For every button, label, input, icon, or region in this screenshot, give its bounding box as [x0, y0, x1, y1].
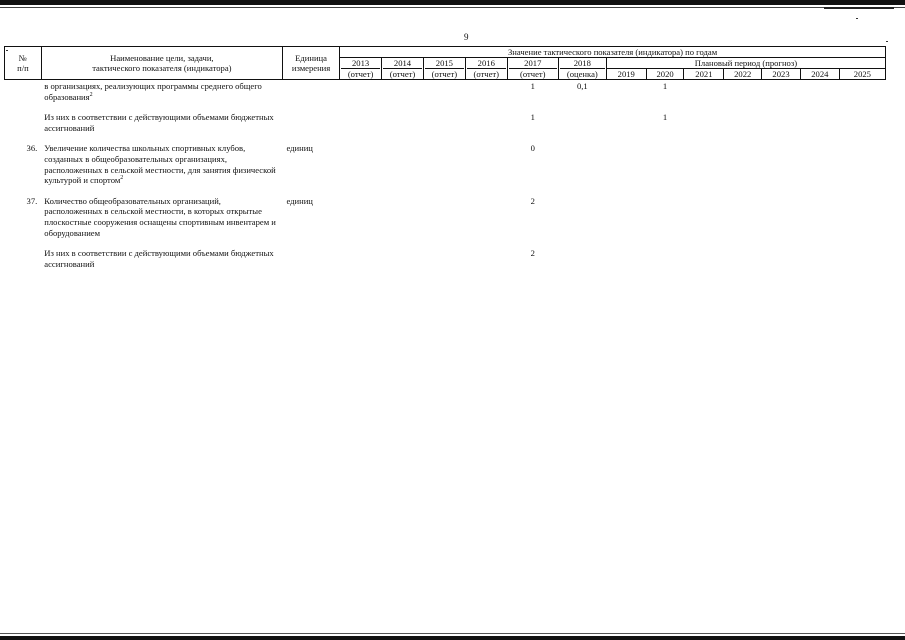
- row-name-text: Увеличение количества школьных спортивных клубов, созданных в общеобразовательных организациях, расположенных в сельской местности, для занятия физической культурой и спортом: [44, 143, 276, 186]
- row-number: [5, 112, 42, 143]
- value-2021: [684, 80, 724, 113]
- value-2022: [724, 80, 762, 113]
- value-2015: [423, 196, 465, 248]
- header-value-group: [340, 47, 886, 58]
- value-2025: [839, 143, 885, 195]
- value-2014: [382, 196, 424, 248]
- row-name: [41, 248, 282, 279]
- value-2019: [606, 248, 646, 279]
- row-name-text: Из них в соответствии с действующими объемами бюджетных ассигнований: [44, 112, 274, 133]
- value-2015: [423, 112, 465, 143]
- value-2017: 1: [530, 112, 535, 123]
- footnote-mark: 2: [120, 175, 124, 182]
- row-name-text: Из них в соответствии с действующими объемами бюджетных ассигнований: [44, 248, 274, 269]
- value-2014: [382, 112, 424, 143]
- table-row: [5, 143, 886, 195]
- value-2020: [646, 196, 684, 248]
- row-number: 36.: [26, 143, 38, 154]
- value-2014: [382, 80, 424, 113]
- value-2025: [839, 196, 885, 248]
- row-unit: единиц: [286, 143, 313, 154]
- table-row: [5, 80, 886, 113]
- header-name-label: Наименование цели, задачи, тактического показателя (индикатора): [92, 53, 232, 73]
- row-name-text: в организациях, реализующих программы среднего общего образования: [44, 81, 262, 102]
- header-planned-period: [606, 58, 885, 69]
- scan-mark: [824, 7, 894, 9]
- value-2019: [606, 80, 646, 113]
- value-2021: [684, 112, 724, 143]
- header-unit-label: Единица измерения: [291, 53, 331, 73]
- value-2016: [465, 248, 507, 279]
- value-2023: [762, 248, 801, 279]
- value-2013: [340, 248, 382, 279]
- header-year-value: 2013: [341, 58, 380, 69]
- scan-speck: [886, 41, 888, 42]
- header-year-2025: 2025: [839, 69, 885, 80]
- bottom-border-thin-rule: [0, 633, 905, 634]
- header-year-2023: 2023: [762, 69, 801, 80]
- row-unit: [282, 112, 339, 143]
- bottom-border-rule: [0, 636, 905, 640]
- row-unit: [282, 80, 339, 113]
- header-year-note: (оценка): [566, 69, 598, 79]
- value-2023: [762, 80, 801, 113]
- value-2018: 0,1: [576, 81, 588, 91]
- value-2018: [558, 112, 606, 143]
- page-number: 9: [464, 32, 469, 42]
- value-2019: [606, 112, 646, 143]
- value-2016: [465, 80, 507, 113]
- header-year-2013: [340, 58, 382, 80]
- value-2018: [558, 196, 606, 248]
- table-row: [5, 196, 886, 248]
- header-year-note: (отчет): [431, 69, 458, 79]
- row-number: [5, 80, 42, 113]
- value-2016: [465, 143, 507, 195]
- value-2021: [684, 196, 724, 248]
- row-name: [41, 143, 282, 195]
- header-year-2021: 2021: [684, 69, 724, 80]
- value-2018: [558, 248, 606, 279]
- header-year-2018: [558, 58, 606, 80]
- header-year-value: 2015: [425, 58, 464, 69]
- value-2022: [724, 143, 762, 195]
- indicator-table: [4, 46, 886, 279]
- value-2025: [839, 112, 885, 143]
- row-number: [5, 248, 42, 279]
- header-year-2014: [382, 58, 424, 80]
- value-2015: [423, 248, 465, 279]
- value-2024: [800, 143, 839, 195]
- row-name-text: Количество общеобразовательных организаций, расположенных в сельской местности, в которых открытые плоскостные сооружения оснащены спортивным инвентарем и оборудованием: [44, 195, 276, 238]
- value-2020: 1: [662, 81, 668, 91]
- value-2017: 2: [530, 248, 535, 259]
- header-value-group-label: Значение тактического показателя (индикатора) по годам: [507, 47, 718, 57]
- value-2019: [606, 196, 646, 248]
- header-year-value: 2014: [383, 58, 422, 69]
- value-2023: [762, 196, 801, 248]
- value-2014: [382, 143, 424, 195]
- value-2014: [382, 248, 424, 279]
- value-2023: [762, 143, 801, 195]
- row-number: 37.: [26, 195, 38, 206]
- header-year-note: (отчет): [473, 69, 500, 79]
- scan-speck: [856, 18, 858, 19]
- row-name: [41, 196, 282, 248]
- value-2024: [800, 80, 839, 113]
- header-year-2015: [423, 58, 465, 80]
- value-2015: [423, 80, 465, 113]
- value-2025: [839, 80, 885, 113]
- value-2016: [465, 196, 507, 248]
- value-2021: [684, 143, 724, 195]
- header-year-2017: [507, 58, 558, 80]
- header-year-2019: 2019: [606, 69, 646, 80]
- value-2017: 2: [530, 195, 535, 206]
- top-border-thin-rule: [0, 7, 905, 8]
- value-2013: [340, 80, 382, 113]
- table-row: [5, 248, 886, 279]
- header-unit: [282, 47, 339, 80]
- top-border-rule: [0, 0, 905, 5]
- table-row: [5, 112, 886, 143]
- value-2017: 1: [530, 81, 535, 91]
- value-2024: [800, 112, 839, 143]
- table-header: [5, 47, 886, 80]
- header-year-value: 2016: [467, 58, 506, 69]
- value-2021: [684, 248, 724, 279]
- value-2022: [724, 248, 762, 279]
- value-2013: [340, 112, 382, 143]
- value-2020: 1: [662, 112, 668, 123]
- row-unit: [282, 248, 339, 279]
- header-year-note: (отчет): [519, 69, 546, 79]
- value-2024: [800, 248, 839, 279]
- header-year-note: (отчет): [389, 69, 416, 79]
- value-2020: [646, 143, 684, 195]
- value-2013: [340, 143, 382, 195]
- header-year-value: 2017: [509, 58, 557, 69]
- value-2015: [423, 143, 465, 195]
- header-year-2016: [465, 58, 507, 80]
- header-year-2024: 2024: [800, 69, 839, 80]
- header-year-value: 2018: [560, 58, 605, 69]
- value-2022: [724, 112, 762, 143]
- value-2019: [606, 143, 646, 195]
- value-2013: [340, 196, 382, 248]
- value-2025: [839, 248, 885, 279]
- header-num-label: № п/п: [17, 53, 29, 73]
- header-name: [41, 47, 282, 80]
- value-2017: 0: [530, 143, 535, 154]
- value-2016: [465, 112, 507, 143]
- row-name: [41, 112, 282, 143]
- row-unit: единиц: [286, 195, 313, 206]
- header-year-2022: 2022: [724, 69, 762, 80]
- row-name: [41, 80, 282, 113]
- header-year-note: (отчет): [347, 69, 374, 79]
- header-num: [5, 47, 42, 80]
- value-2022: [724, 196, 762, 248]
- header-year-2020: 2020: [646, 69, 684, 80]
- value-2023: [762, 112, 801, 143]
- value-2024: [800, 196, 839, 248]
- footnote-mark: 2: [89, 91, 93, 98]
- table-body: [5, 80, 886, 280]
- value-2020: [646, 248, 684, 279]
- header-planned-label: Плановый период (прогноз): [694, 58, 798, 68]
- value-2018: [558, 143, 606, 195]
